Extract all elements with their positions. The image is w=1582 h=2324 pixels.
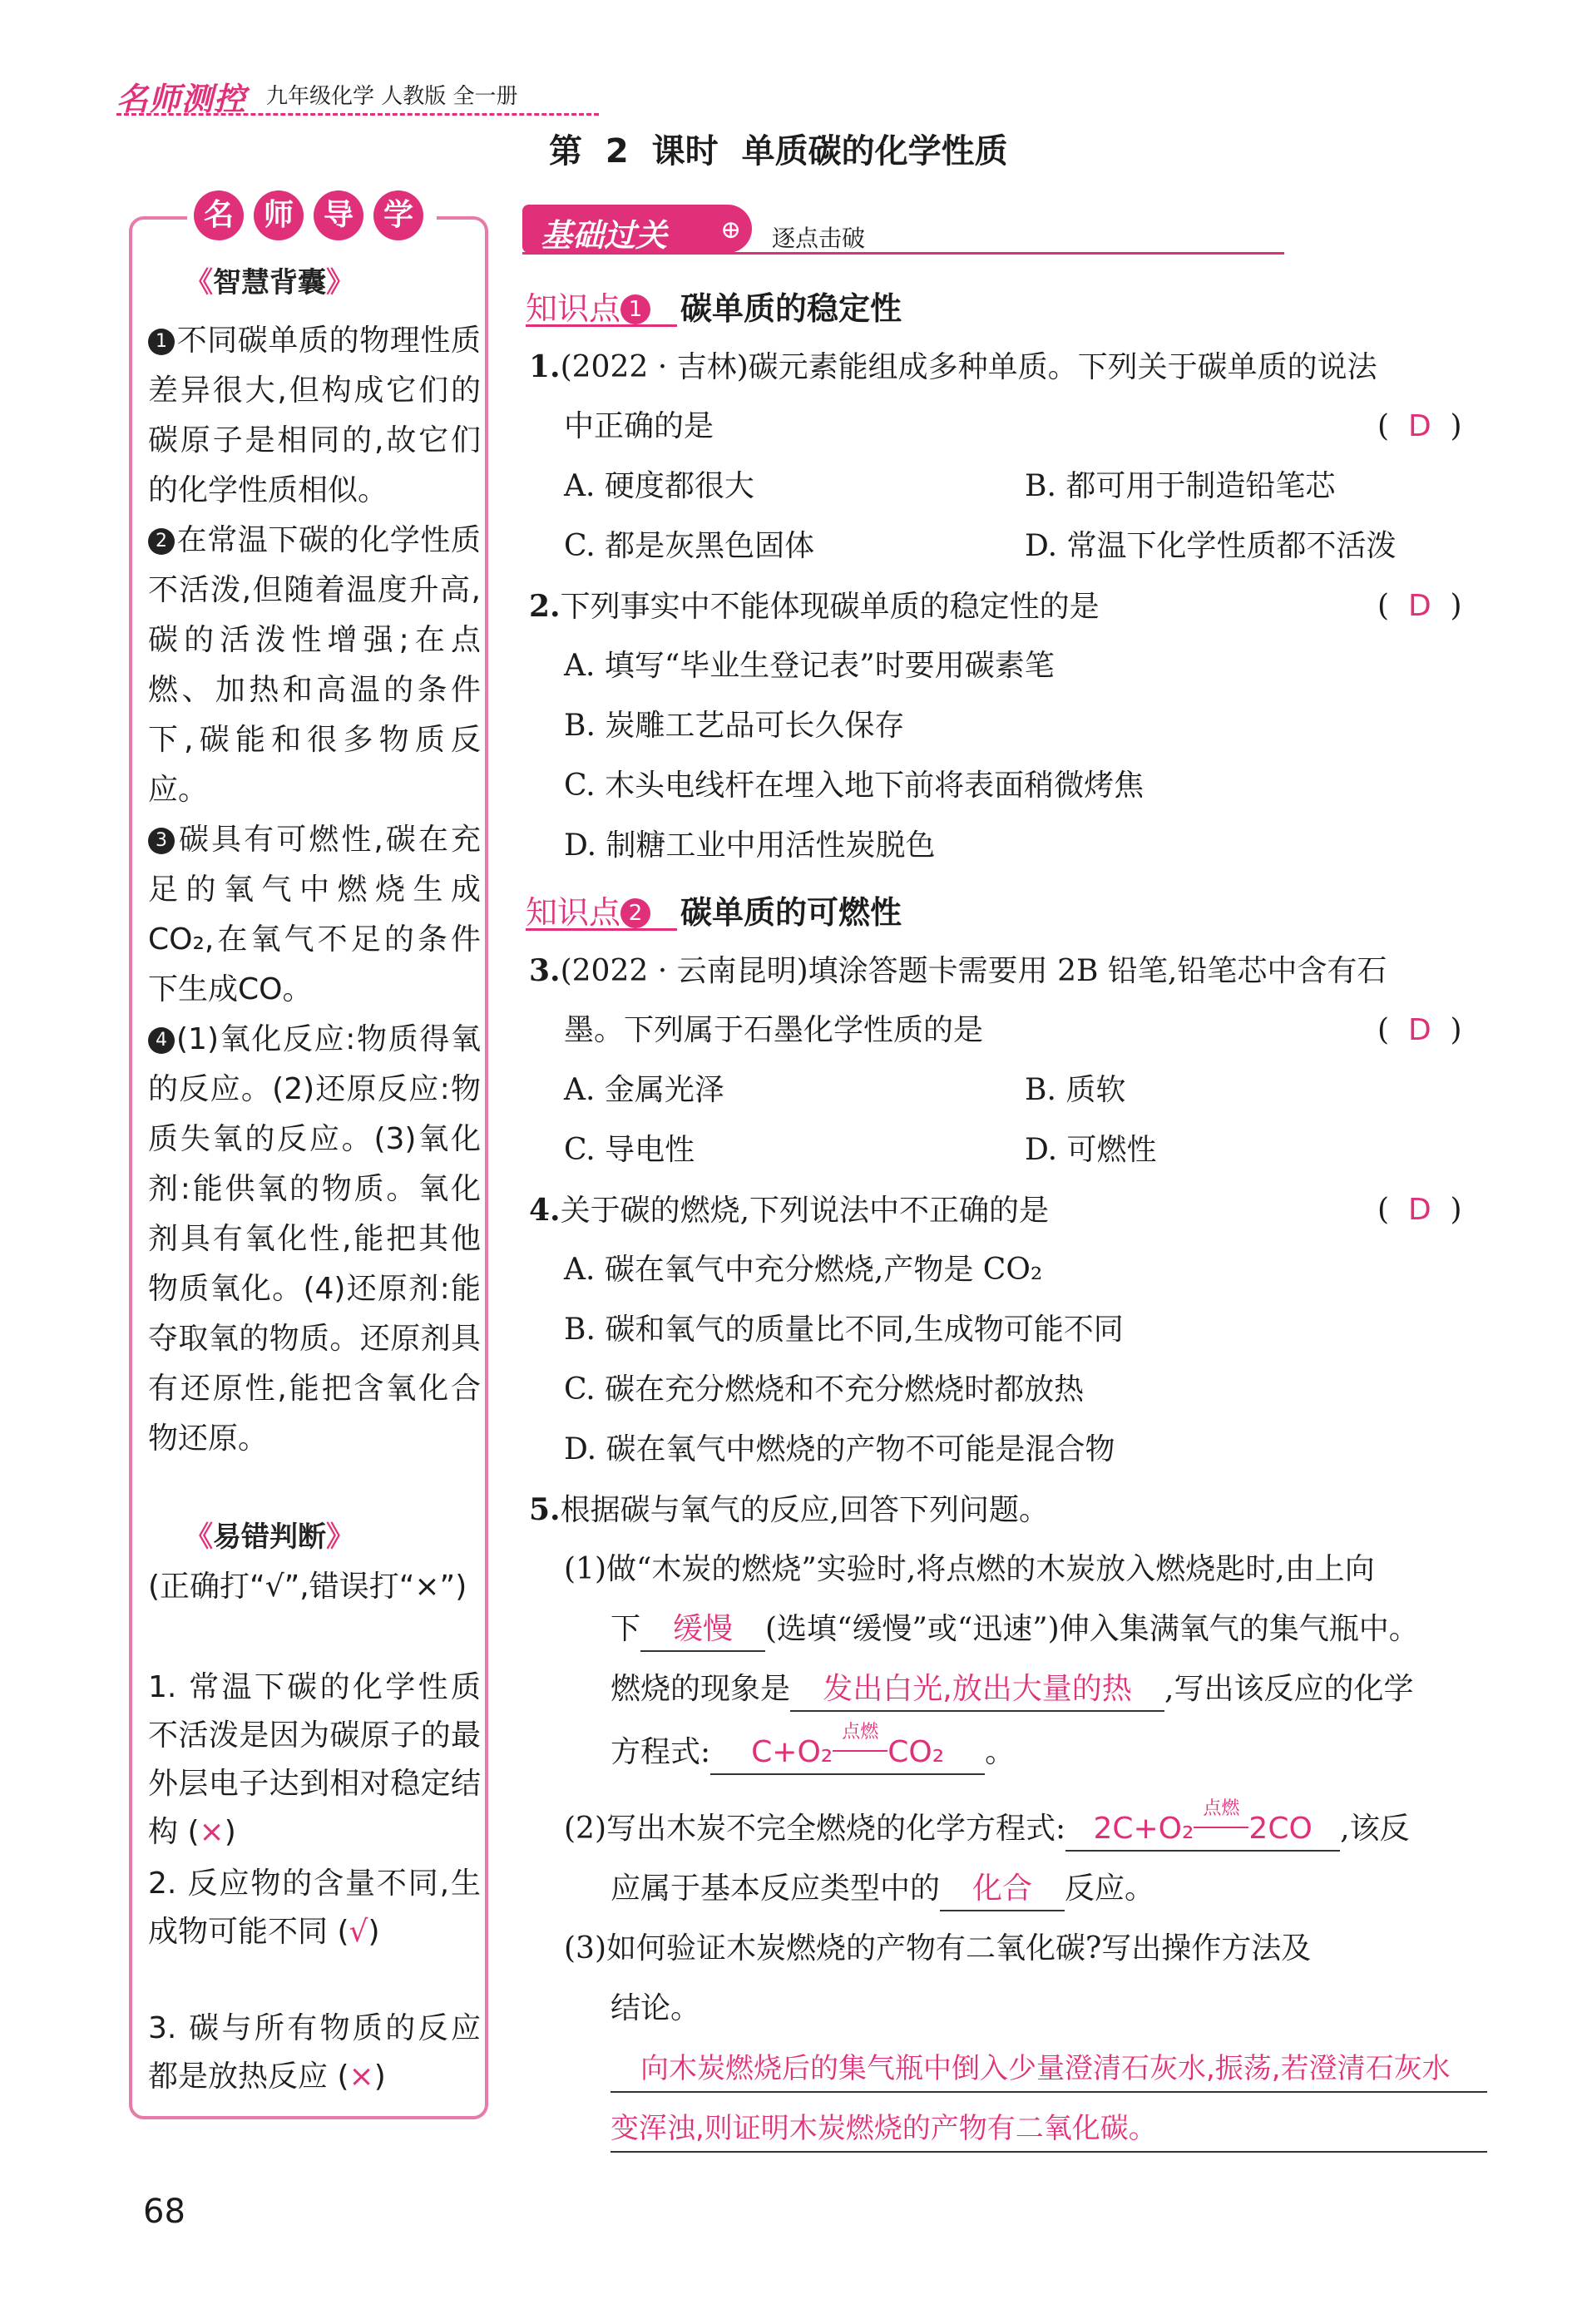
sidebar-tip: 3 碳具有可燃性,碳在充足的氧气中燃烧生成CO₂,在氧气不足的条件下生成CO。 bbox=[148, 823, 481, 1006]
fill-answer: 变浑浊,则证明木炭燃烧的产物有二氧化碳。 bbox=[611, 2112, 1157, 2145]
section-divider bbox=[522, 252, 1284, 255]
option: C. 碳在充分燃烧和不充分燃烧时都放热 bbox=[564, 1372, 1085, 1407]
answer-bracket: ( D ) bbox=[1377, 1193, 1462, 1227]
sidebar-tip: 4 (1)氧化反应:物质得氧的反应。(2)还原反应:物质失氧的反应。(3)氧化剂:能供氧的物质。氧化剂具有氧化性,能把其他物质氧化。(4)还原剂:能夺取氧的物质。还原剂具有还原性,能把含氧化合物还原。 bbox=[148, 1022, 481, 1456]
sidebar-judgment-intro: (正确打“√”,错误打“×”) bbox=[148, 1570, 467, 1604]
answer-bracket: ( D ) bbox=[1377, 409, 1462, 443]
brand-logo-text: 名师测控 bbox=[116, 81, 247, 117]
question-5-part1: 方程式: C+O₂ 点燃 CO₂ 。 bbox=[611, 1732, 1015, 1775]
question-1-line: 1.(2022 · 吉林)碳元素能组成多种单质。下列关于碳单质的说法 bbox=[529, 349, 1377, 384]
option: A. 硬度都很大 bbox=[564, 469, 754, 503]
judgment-item: 3. 碳与所有物质的反应都是放热反应 (×) bbox=[148, 2011, 481, 2094]
target-icon: ⊕ bbox=[720, 215, 742, 245]
knowledge-point-underline bbox=[526, 324, 677, 327]
option: C. 导电性 bbox=[564, 1133, 695, 1167]
question-3-line: 3.(2022 · 云南昆明)填涂答题卡需要用 2B 铅笔,铅笔芯中含有石 bbox=[529, 953, 1387, 988]
question-1-line: 中正确的是 bbox=[564, 409, 714, 443]
option: D. 常温下化学性质都不活泼 bbox=[1025, 529, 1397, 563]
section-subtitle: 逐点击破 bbox=[772, 225, 866, 252]
question-5-part3: (3)如何验证木炭燃烧的产物有二氧化碳?写出操作方法及 bbox=[564, 1931, 1312, 1966]
lesson-title: 第 2 课时 单质碳的化学性质 bbox=[549, 132, 1008, 171]
judgment-answer: × bbox=[349, 2059, 374, 2094]
sidebar-tip: 2 在常温下碳的化学性质不活泼,但随着温度升高,碳的活泼性增强;在点燃、加热和高温的条件下,碳能和很多物质反应。 bbox=[148, 523, 481, 807]
option: A. 填写“毕业生登记表”时要用碳素笔 bbox=[564, 649, 1055, 683]
answer-bracket: ( D ) bbox=[1377, 589, 1462, 623]
option: B. 碳和氧气的质量比不同,生成物可能不同 bbox=[564, 1313, 1124, 1347]
question-5-part2: (2)写出木炭不完全燃烧的化学方程式: 2C+O₂ 点燃 2CO ,该反 bbox=[564, 1808, 1410, 1852]
sidebar-section-title: 《易错判断》 bbox=[185, 1520, 354, 1554]
header-divider bbox=[116, 113, 599, 116]
section-banner-label: 基础过关 bbox=[541, 217, 668, 254]
sidebar-title-char: 学 bbox=[373, 190, 423, 240]
question-5-part1: 燃烧的现象是 发出白光,放出大量的热 ,写出该反应的化学 bbox=[611, 1669, 1413, 1712]
sidebar-title-char: 导 bbox=[314, 190, 363, 240]
sidebar-section-title: 《智慧背囊》 bbox=[185, 266, 354, 299]
page-number: 68 bbox=[143, 2193, 185, 2231]
question-5-part2: 应属于基本反应类型中的 化合 反应。 bbox=[611, 1868, 1154, 1911]
question-5-part1: 下 缓慢 (选填“缓慢”或“迅速”)伸入集满氧气的集气瓶中。 bbox=[611, 1609, 1419, 1652]
knowledge-point-heading: 知识点 2 碳单质的可燃性 bbox=[526, 894, 902, 931]
option: C. 木头电线杆在埋入地下前将表面稍微烤焦 bbox=[564, 769, 1144, 803]
option: D. 碳在氧气中燃烧的产物不可能是混合物 bbox=[564, 1432, 1115, 1466]
option: D. 可燃性 bbox=[1025, 1133, 1157, 1167]
judgment-item: 1. 常温下碳的化学性质不活泼是因为碳原子的最外层电子达到相对稳定结构 (×) bbox=[148, 1670, 481, 1849]
book-info: 九年级化学 人教版 全一册 bbox=[266, 84, 518, 109]
equation-answer: C+O₂ 点燃 CO₂ bbox=[710, 1732, 985, 1775]
question-5-line: 5.根据碳与氧气的反应,回答下列问题。 bbox=[529, 1492, 1050, 1527]
question-3-line: 墨。下列属于石墨化学性质的是 bbox=[564, 1013, 984, 1047]
option: A. 金属光泽 bbox=[564, 1073, 724, 1107]
option: D. 制糖工业中用活性炭脱色 bbox=[564, 828, 936, 863]
knowledge-point-underline bbox=[526, 928, 677, 931]
fill-answer: 化合 bbox=[940, 1868, 1065, 1911]
option: B. 都可用于制造铅笔芯 bbox=[1025, 469, 1336, 503]
fill-answer: 缓慢 bbox=[640, 1609, 765, 1652]
judgment-item: 2. 反应物的含量不同,生成物可能不同 (√) bbox=[148, 1867, 481, 1949]
question-4-line: 4.关于碳的燃烧,下列说法中不正确的是 bbox=[529, 1193, 1050, 1228]
equation-answer: 2C+O₂ 点燃 2CO bbox=[1065, 1808, 1340, 1852]
judgment-answer: √ bbox=[349, 1915, 368, 1949]
fill-answer: 发出白光,放出大量的热 bbox=[790, 1669, 1164, 1712]
option: B. 质软 bbox=[1025, 1073, 1126, 1107]
question-5-part1: (1)做“木炭的燃烧”实验时,将点燃的木炭放入燃烧匙时,由上向 bbox=[564, 1552, 1375, 1586]
sidebar-title-char: 名 bbox=[194, 190, 244, 240]
option: C. 都是灰黑色固体 bbox=[564, 529, 815, 563]
question-2-line: 2.下列事实中不能体现碳单质的稳定性的是 bbox=[529, 589, 1100, 624]
sidebar-tip: 1 不同碳单质的物理性质差异很大,但构成它们的碳原子是相同的,故它们的化学性质相似。 bbox=[148, 324, 481, 507]
fill-answer: 向木炭燃烧后的集气瓶中倒入少量澄清石灰水,振荡,若澄清石灰水 bbox=[640, 2052, 1451, 2085]
answer-line bbox=[611, 2091, 1487, 2093]
knowledge-point-heading: 知识点 1 碳单质的稳定性 bbox=[526, 290, 902, 327]
sidebar-title bbox=[187, 187, 437, 245]
answer-bracket: ( D ) bbox=[1377, 1013, 1462, 1047]
judgment-answer: × bbox=[199, 1815, 225, 1849]
answer-line bbox=[611, 2151, 1487, 2153]
sidebar-title-char: 师 bbox=[254, 190, 304, 240]
option: B. 炭雕工艺品可长久保存 bbox=[564, 709, 905, 743]
question-5-part3: 结论。 bbox=[611, 1991, 701, 2025]
option: A. 碳在氧气中充分燃烧,产物是 CO₂ bbox=[564, 1253, 1043, 1287]
